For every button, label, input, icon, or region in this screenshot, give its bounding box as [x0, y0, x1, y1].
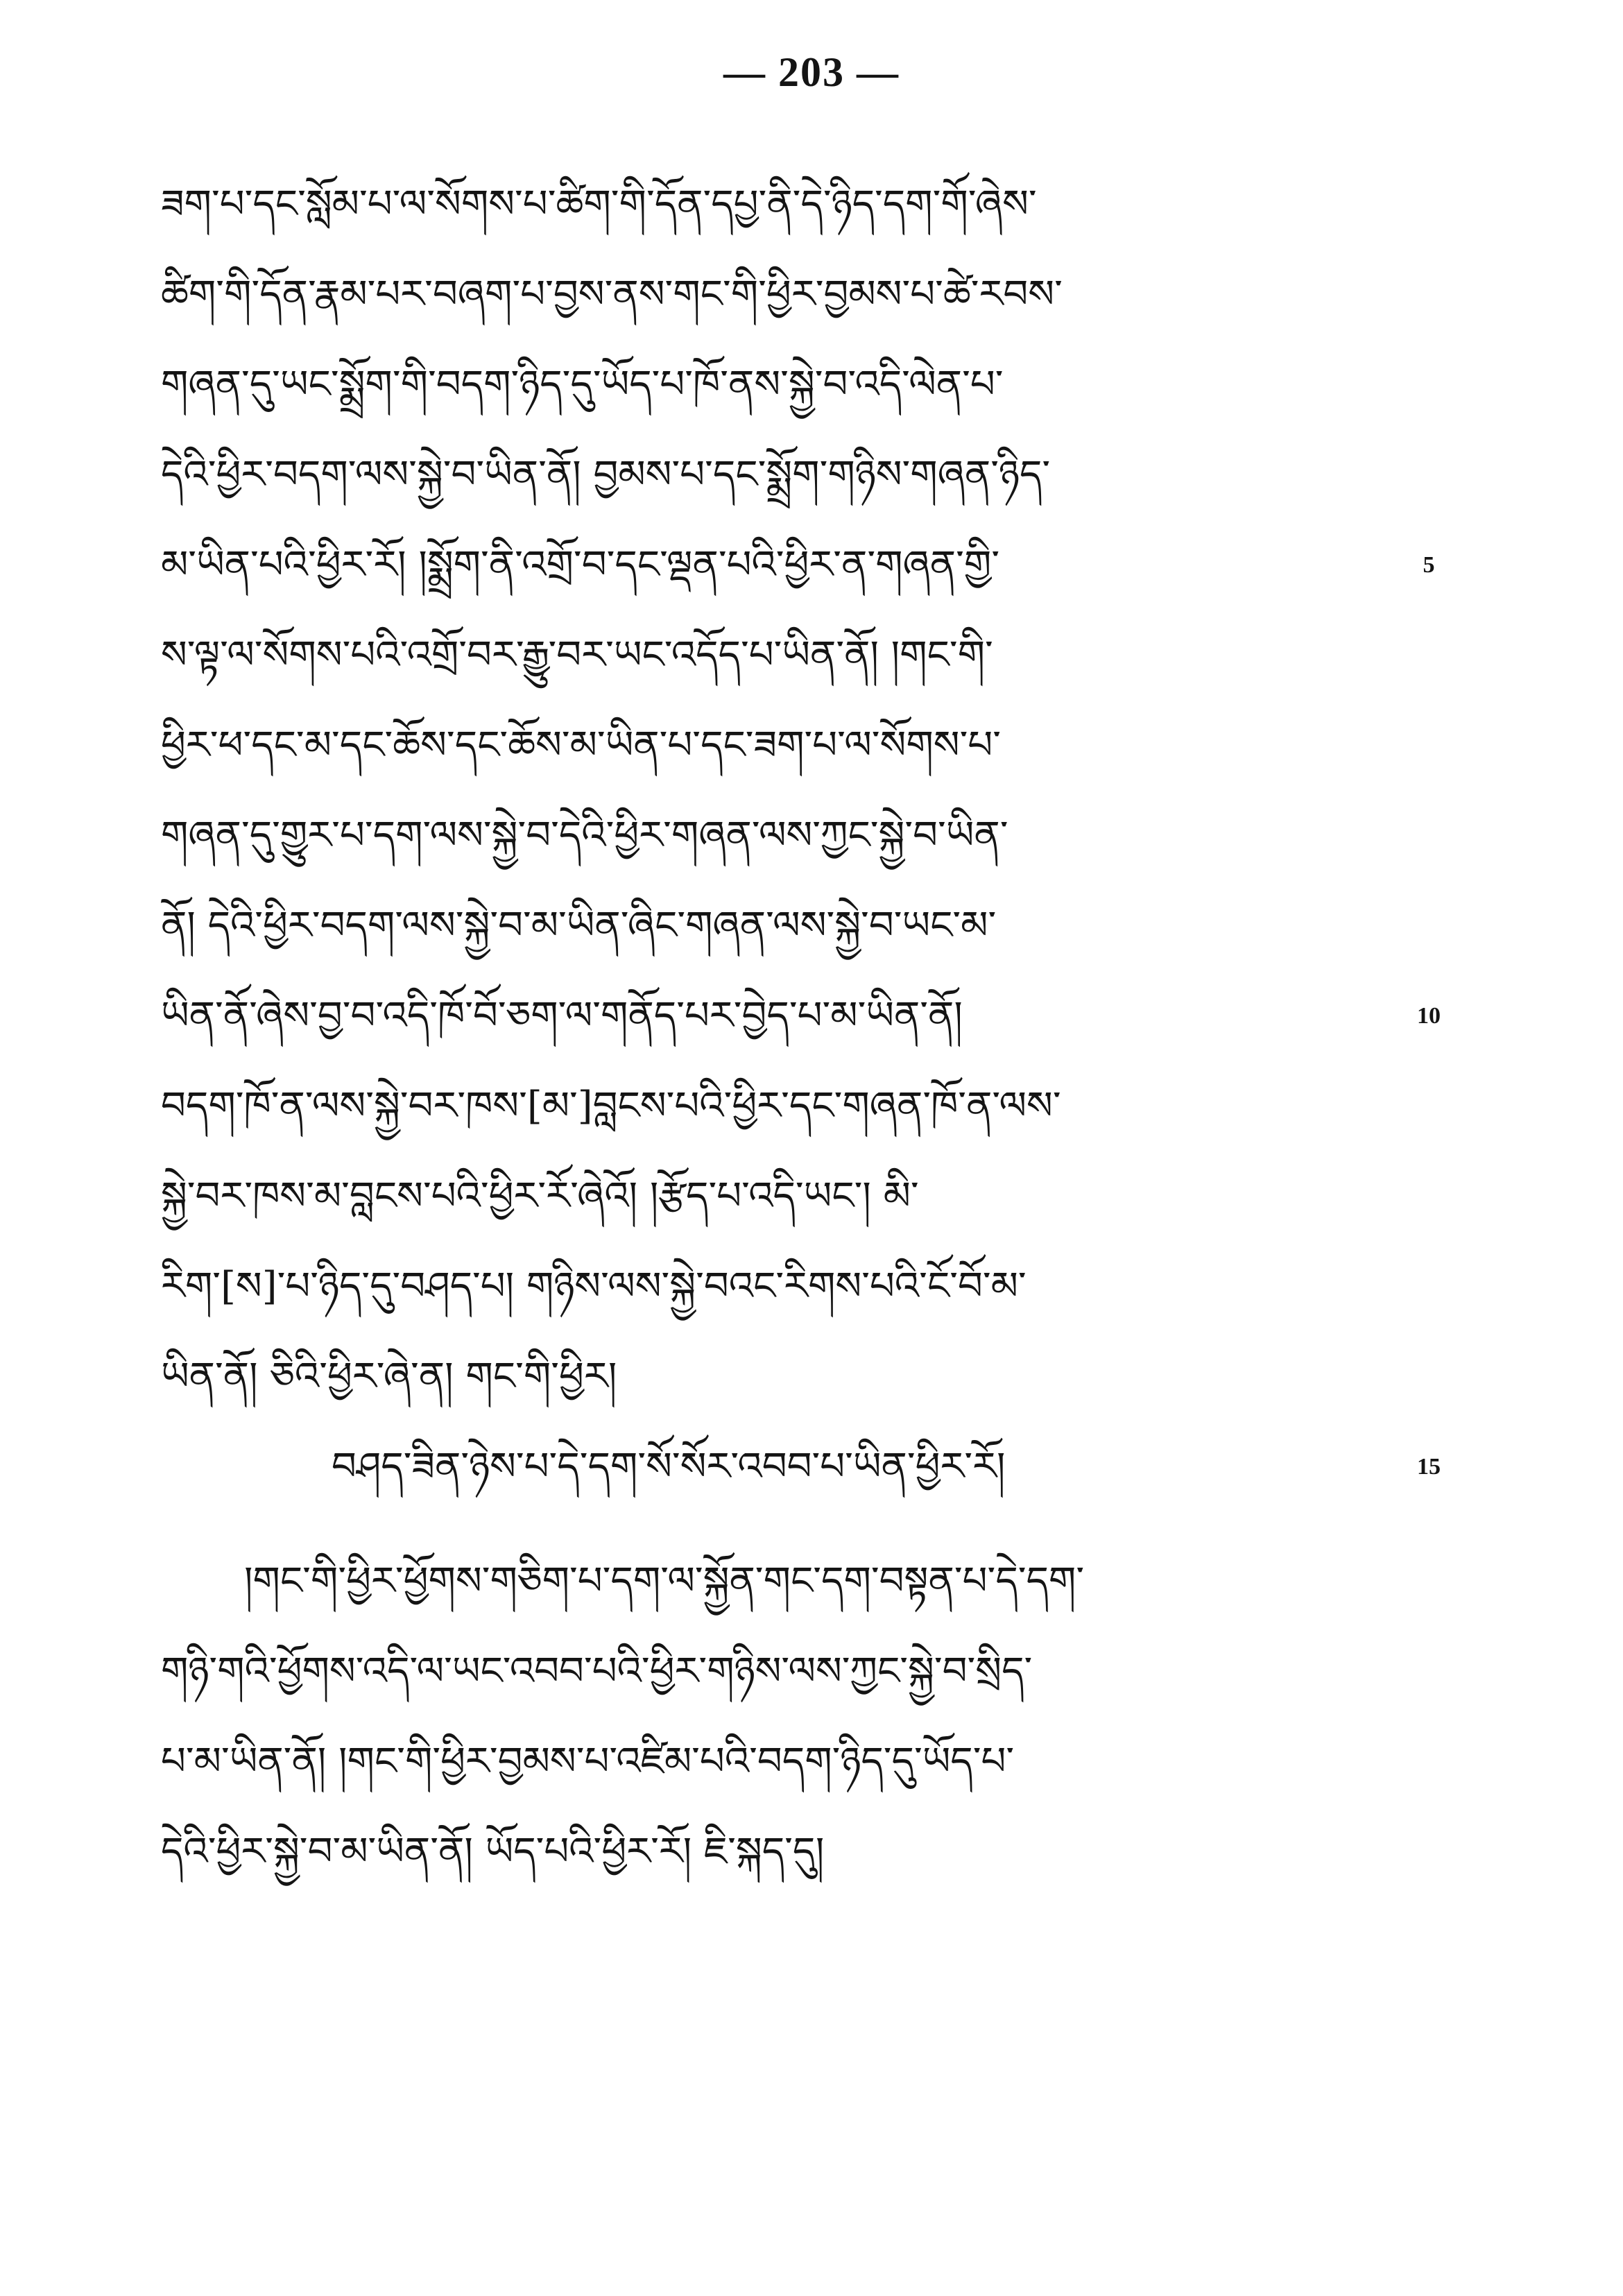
text-line-2: ཚིག་གི་དོན་རྣམ་པར་བཞག་པ་བྱས་ནས་གང་གི་ཕྱིར་བྱམས་པ་ཚེ་རབས་ — [161, 272, 1063, 317]
page-number: — 203 — — [723, 49, 900, 95]
text-line-5: མ་ཡིན་པའི་ཕྱིར་རོ། །སྨྲོག་ནི་འགྲོ་བ་དང་ལྡན་པའི་ཕྱིར་ན་གཞན་གྱི་ — [161, 542, 1000, 588]
text-line-8: གཞན་དུ་གྱུར་པ་དག་ལས་སྐྱེ་བ་དེའི་ཕྱིར་གཞན་ལས་ཀྱང་སྐྱེ་བ་ཡིན་ — [161, 813, 1008, 858]
text-line-6: ས་ལྟ་ལ་སོགས་པའི་འགྲོ་བར་རྒྱུ་བར་ཡང་འདོད་པ་ཡིན་ནོ། །གང་གི་ — [161, 633, 993, 678]
text-line-4: དེའི་ཕྱིར་བདག་ལས་སྐྱེ་བ་ཡིན་ནོ། བྱམས་པ་དང་སྨྲོག་གཉིས་གཞན་ཉིད་ — [161, 452, 1051, 497]
text-line-1: ཟག་པ་དང་སློམ་པ་ལ་སོགས་པ་ཚིག་གི་དོན་དཔྱ་ནི་དེ་ཉིད་དག་གོ་ཞེས་ — [161, 182, 1037, 227]
text-line-17: གཉི་གའི་ཕྱོགས་འདི་ལ་ཡང་འབབ་པའི་ཕྱིར་གཉིས་ལས་ཀྱང་སྐྱེ་བ་སྲིད་ — [161, 1649, 1033, 1694]
text-line-18: པ་མ་ཡིན་ནོ། །གང་གི་ཕྱིར་བྱམས་པ་འཛིམ་པའི་བདག་ཉིད་དུ་ཡོད་པ་ — [161, 1739, 1015, 1784]
text-line-14: ཡིན་ནོ། ཅིའི་ཕྱིར་ཞེ་ན། གང་གི་ཕྱིར། — [161, 1354, 617, 1399]
text-line-13: རིག་[ས]་པ་ཉིད་དུ་བཤད་པ། གཉིས་ལས་སྐྱེ་བའང་རིགས་པའི་ངོ་བོ་མ་ — [161, 1264, 1027, 1309]
text-line-12: སྐྱེ་བར་ཁས་མ་བླངས་པའི་ཕྱིར་རོ་ཞེའོ། །རྩོད་པ་འདི་ཡང་། མི་ — [161, 1174, 919, 1219]
verse-line: བཤད་ཟིན་ཉེས་པ་དེ་དག་སོ་སོར་འབབ་པ་ཡིན་ཕྱིར་རོ། — [332, 1444, 1006, 1489]
text-line-11: བདག་ཁོ་ན་ལས་སྐྱེ་བར་ཁས་[མ་]བླངས་པའི་ཕྱིར་དང་གཞན་ཁོ་ན་ལས་ — [161, 1083, 1061, 1129]
text-line-3: གཞན་དུ་ཡང་སྨྲོག་གི་བདག་ཉིད་དུ་ཡོད་པ་ཁོ་ནས་སྐྱེ་བ་འདི་ལེན་པ་ — [161, 362, 1004, 407]
margin-line-number-15: 15 — [1417, 1454, 1441, 1480]
margin-line-number-10: 10 — [1417, 1003, 1441, 1029]
text-line-16: །གང་གི་ཕྱིར་ཕྱོགས་གཅིག་པ་དག་ལ་སྐྱོན་གང་དག་བསྟན་པ་དེ་དག་ — [244, 1559, 1085, 1604]
text-line-10: ཡིན་ནོ་ཞེས་བྱ་བ་འདི་ཁོ་བོ་ཅག་ལ་གནོད་པར་བྱེད་པ་མ་ཡིན་ནོ། — [161, 993, 963, 1038]
text-line-19: དེའི་ཕྱིར་སྐྱེ་བ་མ་ཡིན་ནོ། ཡོད་པའི་ཕྱིར་རོ། ཇི་སྐད་དུ། — [161, 1829, 825, 1874]
margin-line-number-5: 5 — [1423, 552, 1435, 578]
text-line-7: ཕྱིར་ཕ་དང་མ་དང་ཆོས་དང་ཆོས་མ་ཡིན་པ་དང་ཟག་པ་ལ་སོགས་པ་ — [161, 723, 1001, 768]
text-line-9: ནོ། དེའི་ཕྱིར་བདག་ལས་སྐྱེ་བ་མ་ཡིན་ཞིང་གཞན་ལས་སྐྱེ་བ་ཡང་མ་ — [161, 903, 997, 948]
